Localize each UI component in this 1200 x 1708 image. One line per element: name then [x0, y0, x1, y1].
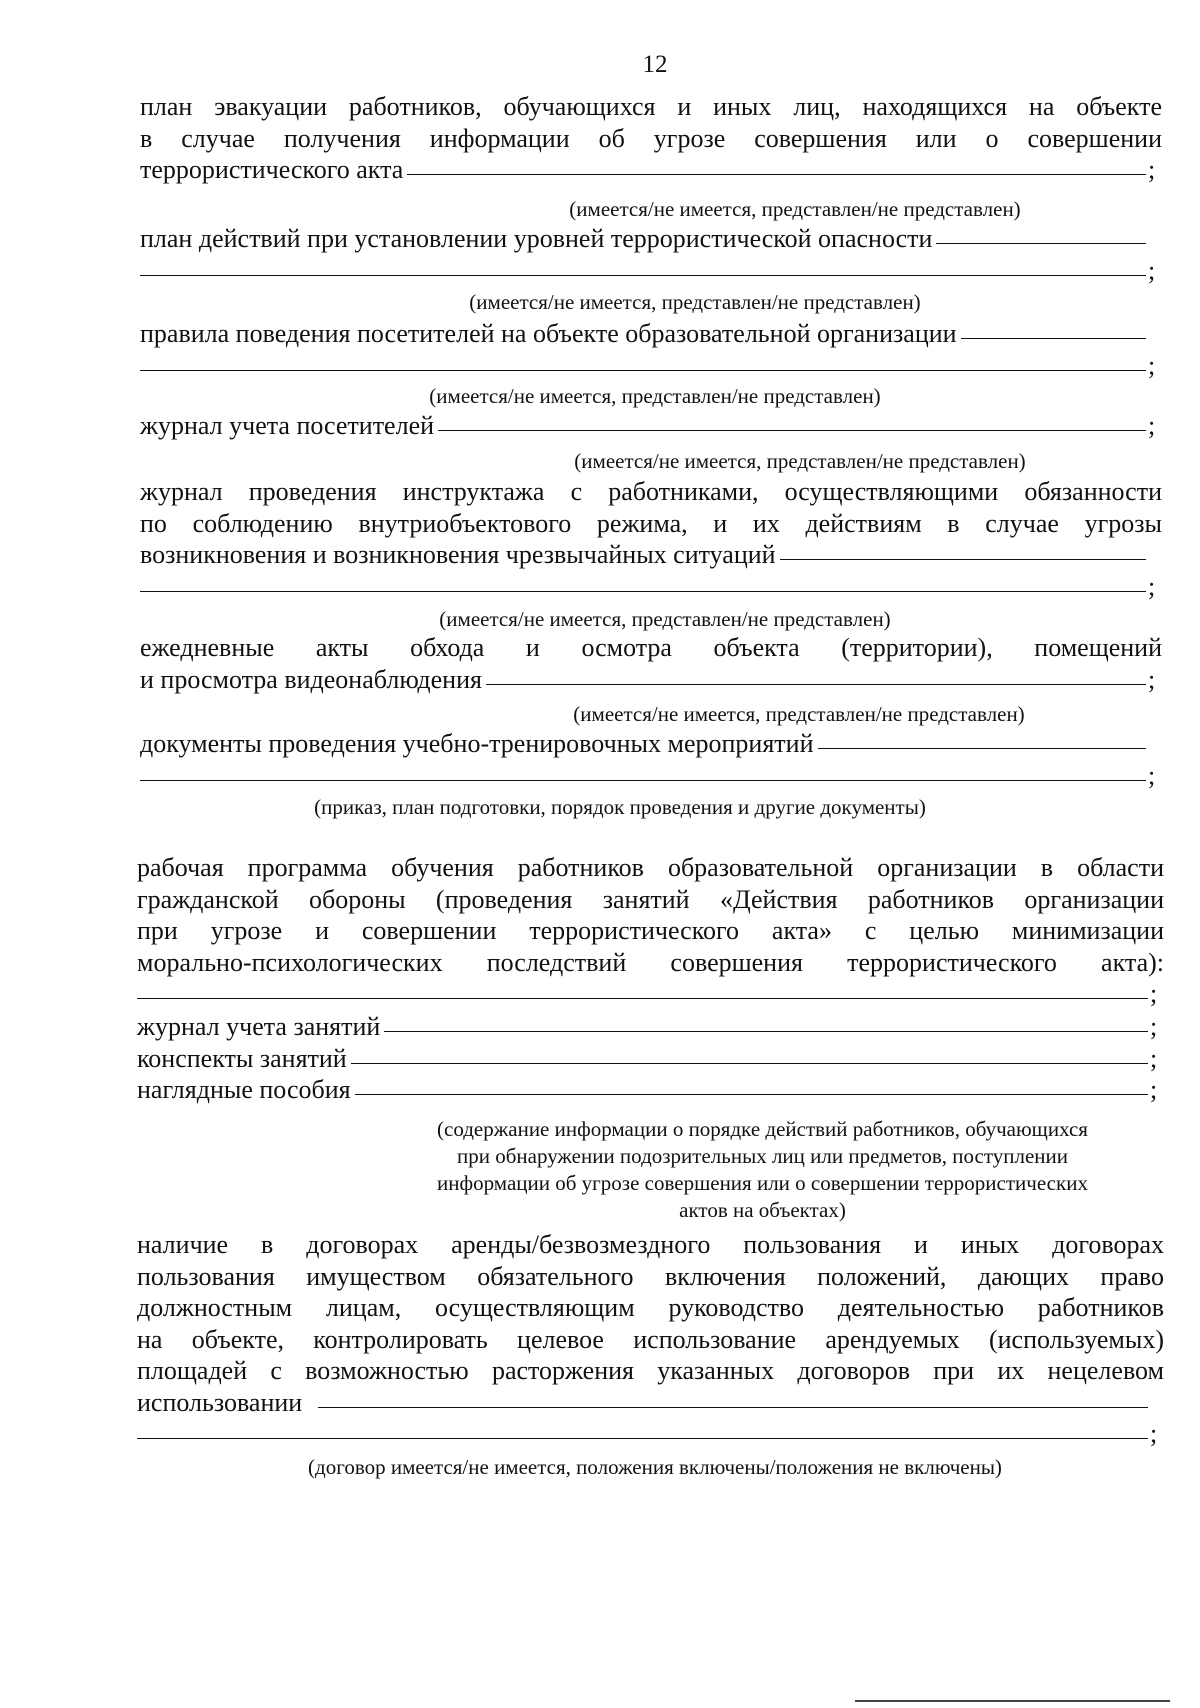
text-line: журнал учета посетителей	[140, 411, 435, 440]
blank-field[interactable]	[780, 558, 1146, 560]
text-line: по соблюдению внутриобъектового режима, и их действиям в случае угрозы	[140, 508, 1162, 538]
training-program-item	[137, 852, 1164, 1010]
semicolon: ;	[1150, 1012, 1158, 1041]
answer-line	[140, 571, 1162, 603]
class-journal-label: журнал учета занятий	[137, 1012, 381, 1041]
field-caption: (приказ, план подготовки, порядок проведения и другие документы)	[314, 795, 926, 819]
blank-field[interactable]	[818, 747, 1147, 749]
text-line: на объекте, контролировать целевое использование арендуемых (используемых)	[137, 1324, 1164, 1354]
blank-field[interactable]	[351, 1062, 1148, 1064]
blank-field[interactable]	[961, 337, 1146, 339]
semicolon: ;	[1150, 979, 1158, 1008]
blank-field[interactable]	[140, 274, 1146, 276]
caption-line: при обнаружении подозрительных лиц или предметов, поступлении	[457, 1144, 1068, 1168]
training-materials-list	[137, 1011, 1164, 1106]
text-line: правила поведения посетителей на объекте образовательной организации	[140, 319, 957, 348]
caption-line: информации об угрозе совершения или о совершении террористических	[437, 1171, 1088, 1195]
answer-line	[137, 1011, 1164, 1043]
blank-field[interactable]	[140, 369, 1146, 371]
answer-line	[137, 1043, 1164, 1075]
answer-line	[137, 1074, 1164, 1106]
text-line: террористического акта	[140, 155, 404, 184]
semicolon: ;	[1148, 255, 1156, 285]
field-caption: (имеется/не имеется, представлен/не представлен)	[469, 290, 921, 314]
blank-field[interactable]	[137, 1437, 1148, 1439]
answer-line	[140, 664, 1162, 696]
visitor-rules-item	[140, 318, 1162, 381]
answer-line	[137, 1387, 1164, 1419]
semicolon: ;	[1148, 411, 1156, 440]
answer-line	[140, 318, 1162, 350]
text-line: пользования имуществом обязательного включения положений, дающих право	[137, 1261, 1164, 1291]
field-caption: (имеется/не имеется, представлен/не представлен)	[569, 197, 1021, 221]
blank-field[interactable]	[318, 1406, 1148, 1408]
lease-contracts-item	[137, 1229, 1164, 1450]
text-line: возникновения и возникновения чрезвычайных ситуаций	[140, 540, 776, 569]
semicolon: ;	[1150, 1075, 1158, 1104]
text-line: гражданской обороны (проведения занятий «Действия работников организации	[137, 884, 1164, 914]
text-line: план действий при установлении уровней террористической опасности	[140, 224, 933, 253]
blank-field[interactable]	[407, 173, 1146, 175]
action-plan-item	[140, 223, 1162, 286]
text-line: рабочая программа обучения работников образовательной организации в области	[137, 853, 1164, 882]
field-caption: (имеется/не имеется, представлен/не представлен)	[429, 384, 881, 408]
visitor-journal-item	[140, 410, 1162, 442]
text-line: должностным лицам, осуществляющим руководство деятельностью работников	[137, 1293, 1164, 1322]
answer-line	[140, 154, 1162, 186]
instruction-journal-item	[140, 476, 1162, 602]
answer-line	[140, 223, 1162, 255]
text-line: план эвакуации работников, обучающихся и иных лиц, находящихся на объекте	[140, 92, 1162, 121]
blank-field[interactable]	[438, 429, 1146, 431]
blank-field[interactable]	[355, 1093, 1148, 1095]
answer-line	[140, 350, 1162, 382]
semicolon: ;	[1150, 1043, 1158, 1073]
text-line: использовании	[137, 1387, 303, 1417]
field-caption: (имеется/не имеется, представлен/не представлен)	[573, 702, 1025, 726]
text-line: документы проведения учебно-тренировочных мероприятий	[140, 729, 814, 758]
blank-field[interactable]	[486, 683, 1146, 685]
semicolon: ;	[1148, 350, 1156, 380]
field-caption: (имеется/не имеется, представлен/не представлен)	[574, 449, 1026, 473]
caption-line: актов на объектах)	[679, 1198, 846, 1222]
field-caption: (договор имеется/не имеется, положения включены/положения не включены)	[308, 1455, 1002, 1479]
visual-aids-label: наглядные пособия	[137, 1075, 351, 1104]
evacuation-plan-item	[140, 91, 1162, 186]
text-line: площадей с возможностью расторжения указанных договоров при их нецелевом	[137, 1356, 1164, 1385]
text-line: морально-психологических последствий совершения террористического акта):	[137, 947, 1164, 977]
field-caption	[375, 1116, 1150, 1224]
blank-field[interactable]	[140, 779, 1146, 781]
answer-line	[140, 760, 1162, 792]
semicolon: ;	[1148, 571, 1156, 601]
answer-line	[140, 728, 1162, 760]
answer-line	[140, 255, 1162, 287]
semicolon: ;	[1148, 760, 1156, 790]
text-line: журнал проведения инструктажа с работниками, осуществляющими обязанности	[140, 477, 1162, 506]
class-notes-label: конспекты занятий	[137, 1043, 347, 1073]
answer-line	[140, 410, 1162, 442]
scan-edge-line	[855, 1700, 1170, 1702]
semicolon: ;	[1150, 1419, 1158, 1448]
text-line: в случае получения информации об угрозе совершения или о совершении	[140, 123, 1162, 153]
text-line: наличие в договорах аренды/безвозмездного пользования и иных договорах	[137, 1230, 1164, 1259]
page-number: 12	[642, 51, 668, 78]
training-documents-item	[140, 728, 1162, 791]
blank-field[interactable]	[137, 997, 1148, 999]
text-line: ежедневные акты обхода и осмотра объекта (территории), помещений	[140, 633, 1162, 662]
text-line: и просмотра видеонаблюдения	[140, 664, 482, 694]
blank-field[interactable]	[140, 590, 1146, 592]
text-line: при угрозе и совершении террористического акта» с целью минимизации	[137, 916, 1164, 945]
answer-line	[137, 1418, 1164, 1450]
field-caption: (имеется/не имеется, представлен/не представлен)	[439, 607, 891, 631]
blank-field[interactable]	[384, 1030, 1148, 1032]
answer-line	[137, 978, 1164, 1010]
caption-line: (содержание информации о порядке действий работников, обучающихся	[437, 1117, 1088, 1141]
blank-field[interactable]	[936, 242, 1146, 244]
answer-line	[140, 539, 1162, 571]
semicolon: ;	[1148, 664, 1156, 694]
daily-inspection-item	[140, 632, 1162, 695]
semicolon: ;	[1148, 155, 1156, 184]
